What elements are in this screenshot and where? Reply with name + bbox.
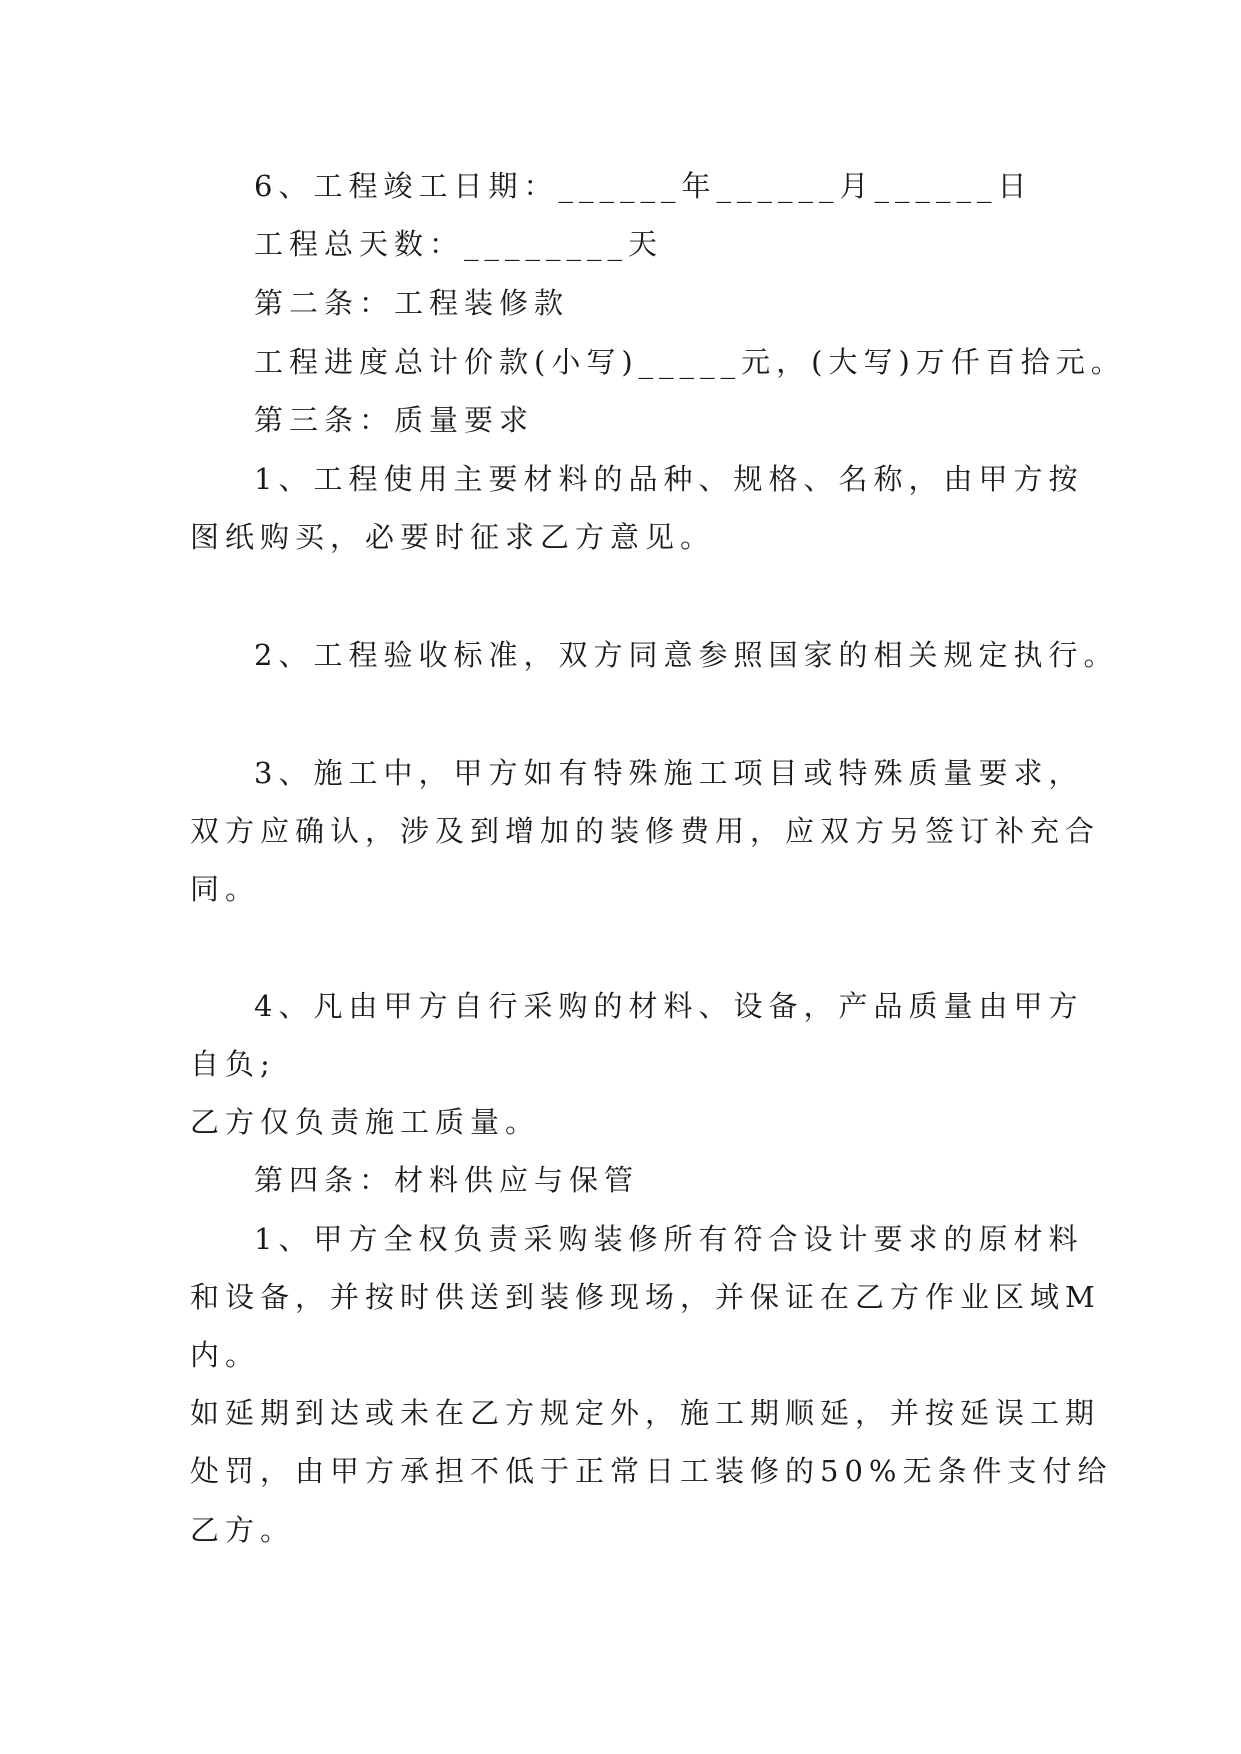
material-item-1-line-3: 内。 (190, 1338, 261, 1372)
quality-item-1-line-1: 1、工程使用主要材料的品种、规格、名称，由甲方按 (254, 462, 1084, 496)
delay-clause-line-2: 处罚，由甲方承担不低于正常日工装修的50%无条件支付给 (190, 1454, 1113, 1488)
quality-item-4-line-2: 自负; (190, 1047, 276, 1081)
material-item-1-line-2: 和设备，并按时供送到装修现场，并保证在乙方作业区域M (190, 1280, 1101, 1314)
delay-clause-line-1: 如延期到达或未在乙方规定外，施工期顺延，并按延误工期 (190, 1396, 1101, 1430)
delay-clause-line-3: 乙方。 (190, 1513, 296, 1547)
quality-item-3-line-1: 3、施工中，甲方如有特殊施工项目或特殊质量要求， (254, 756, 1084, 790)
quality-item-4-line-3: 乙方仅负责施工质量。 (190, 1105, 541, 1139)
article-2-heading: 第二条：工程装修款 (254, 286, 570, 320)
article-3-heading: 第三条：质量要求 (254, 403, 535, 437)
article-4-heading: 第四条：材料供应与保管 (254, 1163, 640, 1197)
quality-item-2: 2、工程验收标准，双方同意参照国家的相关规定执行。 (254, 638, 1119, 672)
material-item-1-line-1: 1、甲方全权负责采购装修所有符合设计要求的原材料 (254, 1222, 1084, 1256)
total-days-line: 工程总天数：________天 (254, 227, 664, 261)
payment-amount-line: 工程进度总计价款(小写)_____元，(大写)万仟百拾元。 (254, 345, 1126, 379)
quality-item-3-line-3: 同。 (190, 872, 261, 906)
quality-item-1-line-2: 图纸购买，必要时征求乙方意见。 (190, 520, 716, 554)
quality-item-3-line-2: 双方应确认，涉及到增加的装修费用，应双方另签订补充合 (190, 814, 1101, 848)
quality-item-4-line-1: 4、凡由甲方自行采购的材料、设备，产品质量由甲方 (254, 989, 1084, 1023)
completion-date-line: 6、工程竣工日期：______年______月______日 (254, 169, 1033, 203)
